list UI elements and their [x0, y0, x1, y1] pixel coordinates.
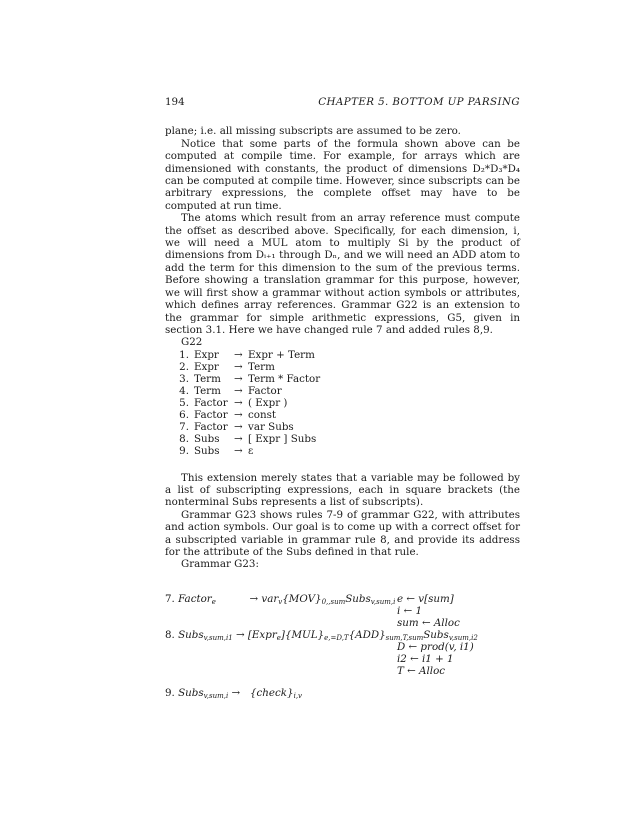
rule-number: 9. [179, 445, 189, 458]
g23-rule-7-attr-3: sum ← Alloc [397, 616, 460, 629]
rule-arrow: → [234, 360, 243, 373]
rule-rhs: Factor [248, 385, 282, 397]
g22-rules-table [173, 349, 320, 458]
rule-lhs: Subs [178, 628, 204, 641]
rule-subs-sub: v,sum,i [370, 597, 396, 606]
rule-expr-sub: e [276, 633, 281, 642]
g23-rule-7-attr-2: i ← 1 [397, 604, 423, 617]
rule-number: 1. [179, 348, 189, 361]
rule-rhs: Expr + Term [248, 348, 315, 361]
rule-check-sub: i,v [293, 691, 303, 700]
paragraph-continuation: plane; i.e. all missing subscripts are assumed to be zero. [165, 125, 461, 138]
g22-title: G22 [181, 336, 203, 349]
g22-rule-row [173, 409, 320, 421]
rule-rhs: const [248, 409, 277, 422]
rule-rhs: Term [248, 360, 275, 373]
rule-rhs: ( Expr ) [248, 397, 288, 410]
rule-lhs: Subs [194, 433, 220, 446]
rule-number: 9. [165, 686, 175, 699]
rule-arrow: → [234, 385, 243, 397]
rule-subs-sub: v,sum,i2 [448, 633, 478, 642]
running-header [165, 96, 520, 108]
rule-number: 2. [179, 360, 189, 373]
page-number: 194 [165, 96, 185, 108]
rule-mov-sub: 0,,sum [321, 597, 346, 606]
g22-rule-row [173, 385, 320, 397]
rule-lhs: Term [194, 385, 221, 397]
rule-number: 4. [179, 385, 189, 397]
g23-rule-8-attr-3: T ← Alloc [397, 664, 446, 677]
rule-lhs: Term [194, 372, 221, 385]
rule-expr-close: ] [280, 628, 285, 641]
paragraph-g23-intro: Grammar G23 shows rules 7-9 of grammar G22, with attributes and action symbols. Our goal is to come up with a correct offset for a subscripted variable in grammar rule 8, and provide its address for the attribute of the Subs defined in that rule. [165, 508, 520, 558]
rule-mul-sub: e,=D,T [324, 633, 349, 642]
rule-add: {ADD} [348, 628, 386, 641]
g22-rule-row [173, 349, 320, 361]
g22-rule-row [173, 361, 320, 373]
g22-rule-row [173, 421, 320, 433]
rule-var-sub: v [278, 597, 283, 606]
rule-lhs: Expr [194, 360, 219, 373]
rule-lhs: Factor [194, 409, 228, 422]
rule-arrow: → [231, 686, 241, 699]
rule-lhs: Factor [178, 592, 212, 605]
rule-arrow: → [235, 628, 245, 641]
g22-rule-row [173, 397, 320, 409]
rule-arrow: → [234, 433, 243, 446]
g23-rule-9 [165, 687, 302, 699]
rule-arrow: → [234, 348, 243, 361]
rule-arrow: → [234, 445, 243, 458]
g22-rule-row [173, 373, 320, 385]
rule-subs: Subs [423, 628, 449, 641]
rule-lhs: Expr [194, 348, 219, 361]
rule-lhs-sub: v,sum,i [203, 691, 229, 700]
rule-rhs: Term * Factor [248, 372, 321, 385]
paragraph-compile-time: Notice that some parts of the formula shown above can be computed at compile time. For example, for arrays which are dimensioned with constants, the product of dimensions D₂*D₃*D₄ can be computed at compile time. However, since subscripts can be arbitrary expressions, the complete offset may have to be computed at run time. [165, 137, 520, 212]
rule-number: 8. [165, 628, 175, 641]
rule-rhs: [ Expr ] Subs [248, 433, 317, 446]
rule-lhs-sub: e [211, 597, 216, 606]
rule-mul: {MUL} [284, 628, 325, 641]
rule-expr: [Expr [247, 628, 277, 641]
rule-lhs: Factor [194, 421, 228, 434]
rule-var: var [261, 592, 279, 605]
rule-arrow: → [234, 372, 243, 385]
rule-number: 3. [179, 372, 189, 385]
g22-rule-row [173, 433, 320, 445]
g23-rule-8 [165, 629, 478, 641]
rule-number: 6. [179, 409, 189, 422]
rule-add-sub: sum,T,sum [385, 633, 424, 642]
rule-number: 7. [179, 421, 189, 434]
rule-rhs: ε [248, 445, 254, 458]
chapter-title: CHAPTER 5. BOTTOM UP PARSING [318, 96, 520, 108]
g23-rule-8-attr-1: D ← prod(v, i1) [397, 640, 474, 653]
book-page [165, 96, 520, 713]
g22-rule-row [173, 445, 320, 457]
rule-check: {check} [249, 686, 294, 699]
g23-rule-7 [165, 593, 395, 605]
rule-subs: Subs [345, 592, 371, 605]
rule-lhs-sub: v,sum,i1 [203, 633, 233, 642]
g23-rule-8-attr-2: i2 ← i1 + 1 [397, 652, 454, 665]
rule-arrow: → [234, 409, 243, 422]
rule-arrow: → [234, 397, 243, 410]
rule-lhs: Subs [194, 445, 220, 458]
rule-rhs: var Subs [248, 421, 294, 434]
g23-rule-7-attr-1: e ← v[sum] [397, 592, 454, 605]
rule-number: 7. [165, 592, 175, 605]
rule-arrow: → [249, 592, 259, 605]
rule-lhs: Factor [194, 397, 228, 410]
rule-lhs: Subs [178, 686, 204, 699]
g23-title: Grammar G23: [181, 558, 259, 571]
rule-number: 8. [179, 433, 189, 446]
g23-rules [165, 593, 520, 713]
rule-arrow: → [234, 421, 243, 434]
paragraph-extension: This extension merely states that a variable may be followed by a list of subscripting expressions, each in square brackets (the nonterminal Subs represents a list of subscripts). [165, 471, 520, 509]
rule-mov: {MOV} [282, 592, 322, 605]
paragraph-atoms: The atoms which result from an array reference must compute the offset as described above. Specifically, for each dimension, i, we will need a MUL atom to multiply Si by the product of dimensions from Dᵢ₊₁ through Dₙ, and we will need an ADD atom to add the term for this dimension to the sum of the previous terms. Before showing a translation grammar for this purpose, however, we will first show a grammar without action symbols or attributes, which defines array references. Grammar G22 is an extension to the grammar for simple arithmetic expressions, G5, given in section 3.1. Here we have changed rule 7 and added rules 8,9. [165, 212, 520, 336]
rule-number: 5. [179, 397, 189, 410]
